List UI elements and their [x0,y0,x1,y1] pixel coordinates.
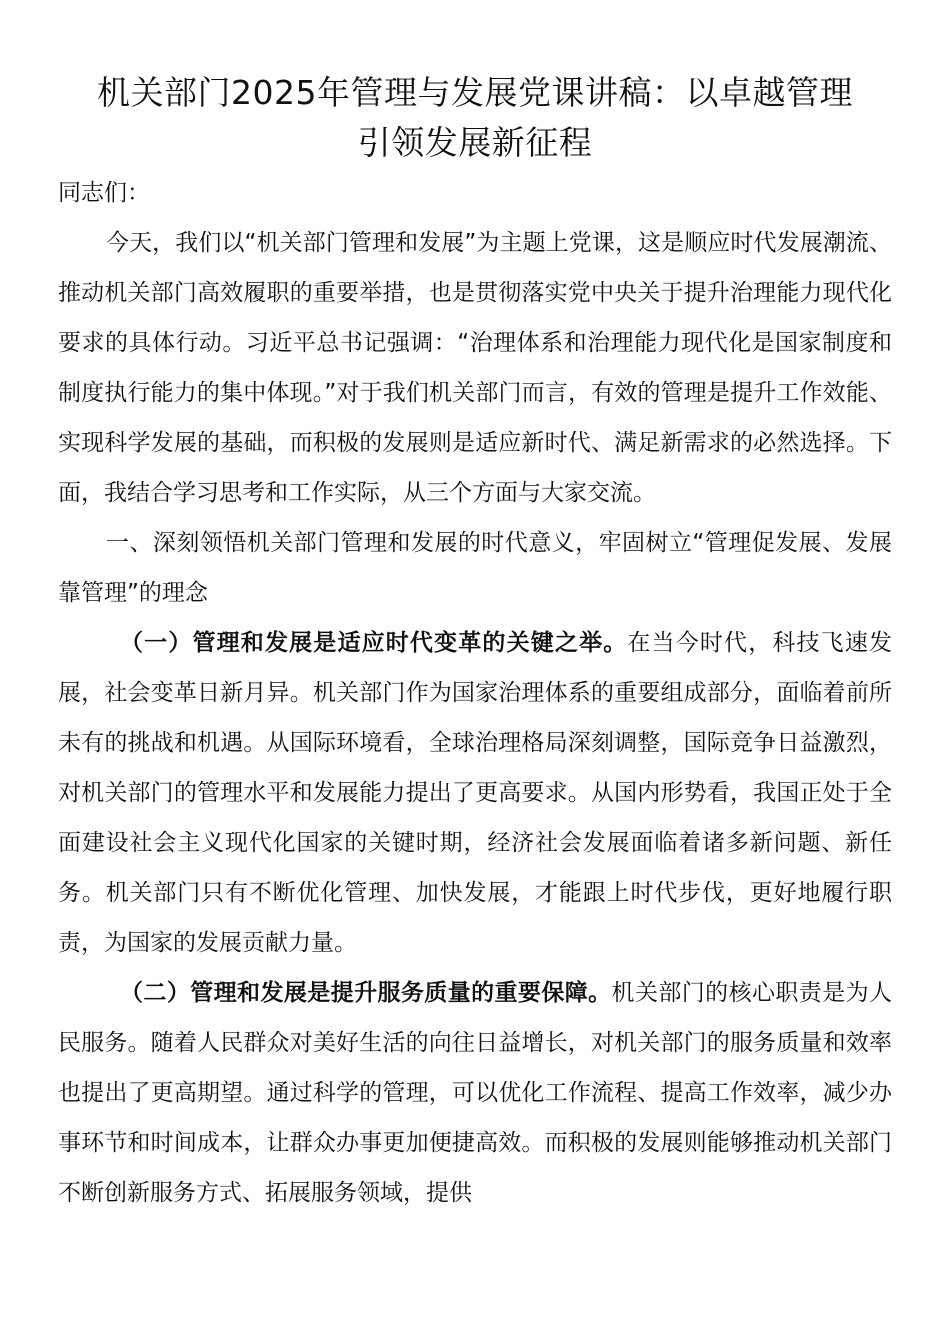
subsection-text-2: 机关部门的核心职责是为人民服务。随着人民群众对美好生活的向往日益增长，对机关部门的服务质量和效率也提出了更高期望。通过科学的管理，可以优化工作流程、提高工作效率，减少办事环节和时间成本，让群众办事更加便捷高效。而积极的发展则能够推动机关部门不断创新服务方式、拓展服务领域，提供 [58,980,892,1206]
document-page [58,68,892,1218]
subsection-heading-2: （二）管理和发展是提升服务质量的重要保障。 [120,980,612,1006]
subsection-paragraph-2 [58,968,892,1218]
subsection-paragraph-1 [58,618,892,968]
title-line-1: 机关部门2025年管理与发展党课讲稿：以卓越管理 [97,73,853,112]
section-heading-1: 一、深刻领悟机关部门管理和发展的时代意义，牢固树立“管理促发展、发展靠管理”的理念 [58,530,892,606]
document-title [58,68,892,168]
title-line-2: 引领发展新征程 [357,123,593,162]
salutation: 同志们： [58,180,150,206]
subsection-heading-1: （一）管理和发展是适应时代变革的关键之举。 [120,630,628,656]
subsection-text-1: 在当今时代，科技飞速发展，社会变革日新月异。机关部门作为国家治理体系的重要组成部分，面临着前所未有的挑战和机遇。从国际环境看，全球治理格局深刻调整，国际竞争日益激烈，对机关部门的管理水平和发展能力提出了更高要求。从国内形势看，我国正处于全面建设社会主义现代化国家的关键时期，经济社会发展面临着诸多新问题、新任务。机关部门只有不断优化管理、加快发展，才能跟上时代步伐，更好地履行职责，为国家的发展贡献力量。 [58,630,893,956]
intro-paragraph: 今天，我们以“机关部门管理和发展”为主题上党课，这是顺应时代发展潮流、推动机关部门高效履职的重要举措，也是贯彻落实党中央关于提升治理能力现代化要求的具体行动。习近平总书记强调：“治理体系和治理能力现代化是国家制度和制度执行能力的集中体现。”对于我们机关部门而言，有效的管理是提升工作效能、实现科学发展的基础，而积极的发展则是适应新时代、满足新需求的必然选择。下面，我结合学习思考和工作实际，从三个方面与大家交流。 [58,230,892,506]
